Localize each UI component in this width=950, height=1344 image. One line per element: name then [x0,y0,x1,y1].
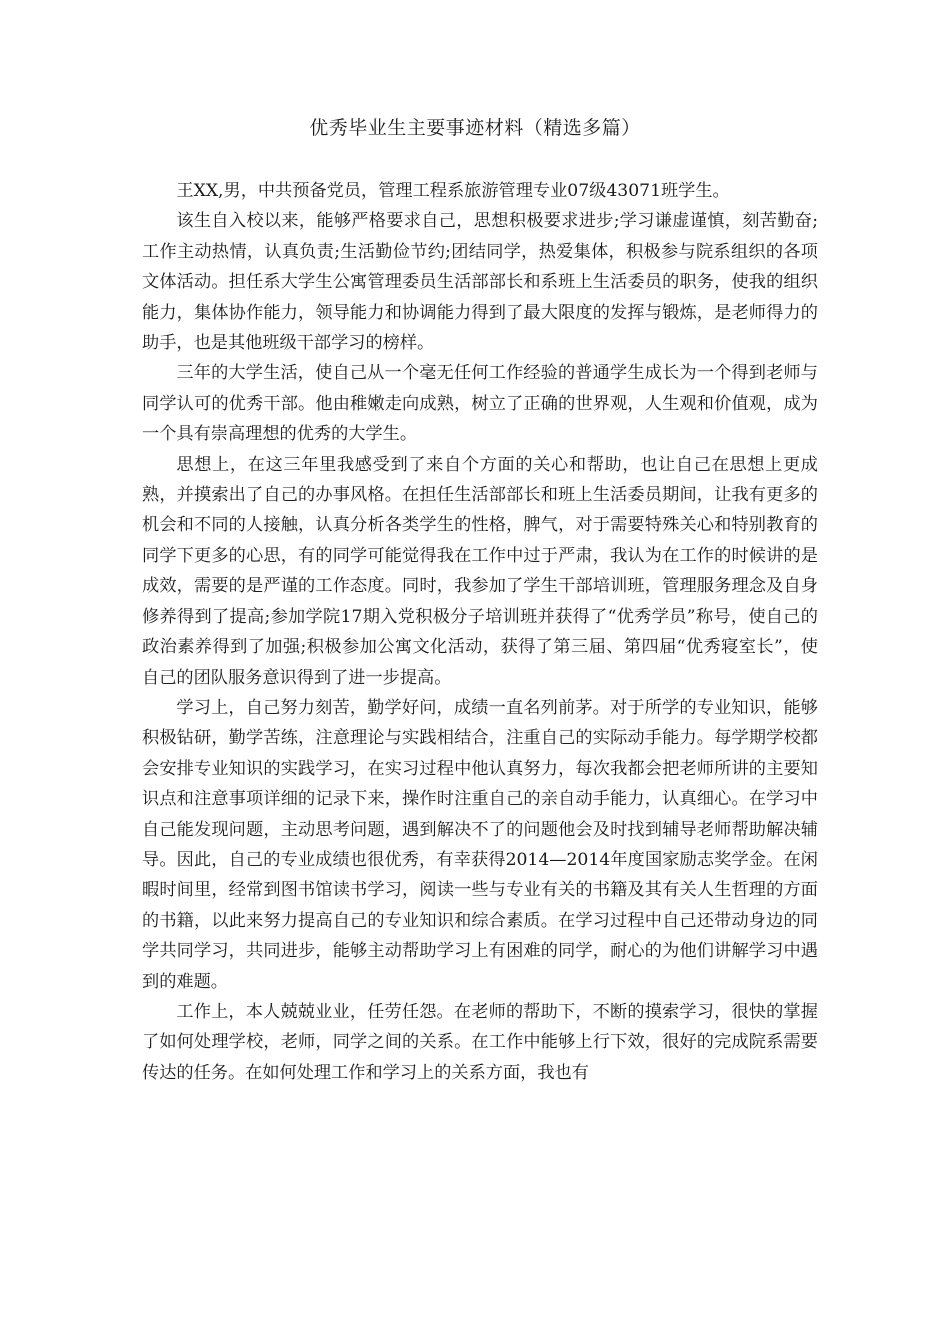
paragraph-intro: 王XX,男，中共预备党员，管理工程系旅游管理专业07级43071班学生。 [176,181,730,201]
document-title: 优秀毕业生主要事迹材料（精选多篇） [309,117,641,139]
paragraph-thought: 思想上，在这三年里我感受到了来自个方面的关心和帮助，也让自己在思想上更成熟，并摸索出了自己的办事风格。在担任生活部部长和班上生活委员期间，让我有更多的机会和不同的人接触，认真分析各类学生的性格，脾气，对于需要特殊关心和特别教育的同学下更多的心思，有的同学可能觉得我在工作中过于严肃，我认为在工作的时候讲的是成效，需要的是严谨的工作态度。同时，我参加了学生干部培训班，管理服务理念及自身修养得到了提高;参加学院17期入党积极分子培训班并获得了“优秀学员”称号，使自己的政治素养得到了加强;积极参加公寓文化活动，获得了第三届、第四届“优秀寝室长”，使自己的团队服务意识得到了进一步提高。 [142,454,818,688]
paragraph-growth: 三年的大学生活，使自己从一个毫无任何工作经验的普通学生成长为一个得到老师与同学认可的优秀干部。他由稚嫩走向成熟，树立了正确的世界观，人生观和价值观，成为一个具有崇高理想的优秀的大学生。 [142,363,818,445]
document-body [142,176,818,1088]
paragraph-work: 工作上，本人兢兢业业，任劳任怨。在老师的帮助下，不断的摸索学习，很快的掌握了如何处理学校，老师，同学之间的关系。在工作中能够上行下效，很好的完成院系需要传达的任务。在如何处理工作和学习上的关系方面，我也有 [142,1001,818,1083]
paragraph-overview: 该生自入校以来，能够严格要求自己，思想积极要求进步;学习谦虚谨慎，刻苦勤奋;工作主动热情，认真负责;生活勤俭节约;团结同学，热爱集体，积极参与院系组织的各项文体活动。担任系大学生公寓管理委员生活部部长和系班上生活委员的职务，使我的组织能力，集体协作能力，领导能力和协调能力得到了最大限度的发挥与锻炼，是老师得力的助手，也是其他班级干部学习的榜样。 [142,211,818,354]
paragraph-study: 学习上，自己努力刻苦，勤学好问，成绩一直名列前茅。对于所学的专业知识，能够积极钻研，勤学苦练，注意理论与实践相结合，注重自己的实际动手能力。每学期学校都会安排专业知识的实践学习，在实习过程中他认真努力，每次我都会把老师所讲的主要知识点和注意事项详细的记录下来，操作时注重自己的亲自动手能力，认真细心。在学习中自己能发现问题，主动思考问题，遇到解决不了的问题他会及时找到辅导老师帮助解决辅导。因此，自己的专业成绩也很优秀，有幸获得2014—2014年度国家励志奖学金。在闲暇时间里，经常到图书馆读书学习，阅读一些与专业有关的书籍及其有关人生哲理的方面的书籍，以此来努力提高自己的专业知识和综合素质。在学习过程中自己还带动身边的同学共同学习，共同进步，能够主动帮助学习上有困难的同学，耐心的为他们讲解学习中遇到的难题。 [142,697,818,992]
